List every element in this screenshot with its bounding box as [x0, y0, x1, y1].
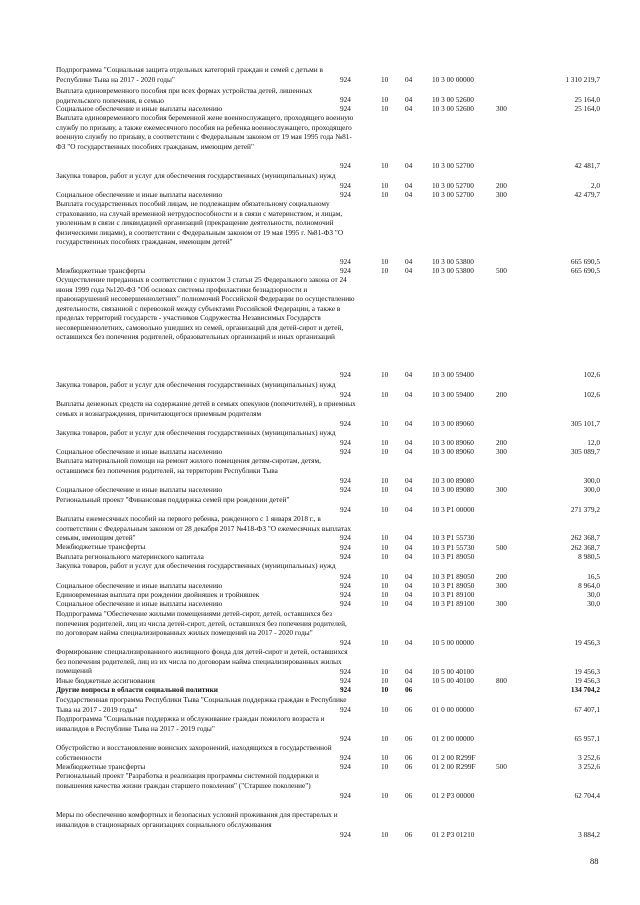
amount: 305 101,7: [570, 418, 600, 428]
section-code: 10: [381, 580, 389, 590]
table-row: [0, 762, 640, 771]
amount: 134 704,2: [570, 684, 600, 694]
target-article-code: 01 0 00 00000: [432, 704, 474, 714]
amount: 62 704,4: [574, 790, 600, 800]
target-article-code: 10 3 00 89080: [432, 484, 474, 494]
amount: 102,6: [583, 389, 600, 399]
table-row: [0, 171, 640, 190]
section-code: 10: [381, 475, 389, 485]
target-article-code: 10 3 00 52600: [432, 94, 474, 104]
target-article-code: 10 3 P1 55730: [432, 542, 475, 552]
amount: 271 379,2: [570, 504, 600, 514]
target-article-code: 10 3 00 59400: [432, 389, 474, 399]
row-name: Межбюджетные трансферты: [56, 762, 146, 771]
expense-type-code: 500: [496, 265, 507, 275]
table-row: [0, 647, 640, 676]
amount: 8 964,0: [578, 580, 600, 590]
row-name: Осуществление переданных в соответствии с пунктом 3 статьи 25 Федерального закона от 24 июня 1999 года №120-ФЗ "Об основах системы профилактики безнадзорности и правонарушений несовершеннолетних" полномочий Российской Федерации по осуществлению деятельности, связанной с перевозкой между субъектами Российской Федерации, а также в пределах территорий государств - участников Содружества Независимых Государств несовершеннолетних, самовольно ушедших из семей, организаций для детей-сирот и детей, оставшихся без попечения родителей, образовательных организаций и иных организаций: [56, 275, 355, 341]
ved-code: 924: [340, 369, 351, 379]
table-row: [0, 399, 640, 428]
section-code: 10: [381, 761, 389, 771]
target-article-code: 01 2 00 R299F: [432, 761, 476, 771]
table-row: [0, 771, 640, 800]
table-row: [0, 561, 640, 581]
row-name: Выплата материальной помощи на ремонт жилого помещения детям-сиротам, детям, оставшимся без попечения родителей, на территории Республики Тыва: [56, 456, 321, 475]
row-name: Меры по обеспечению комфортных и безопасных условий проживания для престарелых и инвалидов в стационарных организациях социального обслуживания: [56, 810, 338, 829]
table-row: [0, 552, 640, 561]
table-row: [0, 113, 640, 170]
subsection-code: 06: [405, 829, 413, 839]
row-name: Закупка товаров, работ и услуг для обеспечения государственных (муниципальных) нужд: [56, 428, 336, 437]
target-article-code: 01 2 P3 01210: [432, 829, 475, 839]
ved-code: 924: [340, 637, 351, 647]
row-name: Подпрограмма "Социальная защита отдельных категорий граждан и семей с детьми в Республике Тыва на 2017 - 2020 годы": [56, 65, 323, 84]
target-article-code: 10 3 00 00000: [432, 74, 474, 84]
table-row: [0, 447, 640, 456]
ved-code: 924: [340, 571, 351, 581]
section-code: 10: [381, 389, 389, 399]
row-name: Формирование специализированного жилищного фонда для детей-сирот и детей, оставшихся без попечения родителей, лиц из их числа по договорам найма специализированных жилых помещений: [56, 647, 348, 675]
table-row: [0, 380, 640, 399]
ved-code: 924: [340, 666, 351, 676]
ved-code: 924: [340, 418, 351, 428]
amount: 300,0: [583, 475, 600, 485]
ved-code: 924: [340, 74, 351, 84]
ved-code: 924: [340, 160, 351, 170]
amount: 25 164,0: [574, 94, 600, 104]
section-code: 10: [381, 752, 389, 762]
amount: 30,0: [587, 598, 600, 608]
subsection-code: 04: [405, 542, 413, 552]
expense-type-code: 300: [496, 484, 507, 494]
amount: 262 368,7: [570, 532, 600, 542]
subsection-code: 04: [405, 389, 413, 399]
expense-type-code: 800: [496, 675, 507, 685]
target-article-code: 01 2 00 R299F: [432, 752, 476, 762]
table-row: [0, 714, 640, 743]
table-row: [0, 190, 640, 199]
table-row: [0, 542, 640, 552]
section-code: 10: [381, 704, 389, 714]
amount: 30,0: [587, 589, 600, 599]
section-code: 10: [381, 74, 389, 84]
table-row: [0, 199, 640, 266]
subsection-code: 04: [405, 256, 413, 266]
row-name: Межбюджетные трансферты: [56, 542, 146, 551]
subsection-code: 04: [405, 265, 413, 275]
table-row: [0, 743, 640, 762]
amount: 262 368,7: [570, 542, 600, 552]
target-article-code: 10 5 00 00000: [432, 637, 474, 647]
target-article-code: 10 3 00 52600: [432, 103, 474, 113]
row-name: Государственная программа Республики Тыва "Социальная поддержка граждан в Республике Тыва на 2017 - 2019 годы": [56, 695, 347, 714]
target-article-code: 10 3 P1 89100: [432, 589, 475, 599]
table-row: [0, 485, 640, 494]
expense-type-code: 300: [496, 598, 507, 608]
ved-code: 924: [340, 684, 351, 694]
subsection-code: 04: [405, 504, 413, 514]
amount: 102,6: [583, 369, 600, 379]
row-name: Социальное обеспечение и иные выплаты населению: [56, 104, 223, 113]
subsection-code: 06: [405, 761, 413, 771]
table-row: [0, 609, 640, 647]
amount: 3 252,6: [578, 752, 600, 762]
subsection-code: 04: [405, 418, 413, 428]
table-row: [0, 514, 640, 542]
ved-code: 924: [340, 761, 351, 771]
row-name: Закупка товаров, работ и услуг для обеспечения государственных (муниципальных) нужд: [56, 561, 336, 570]
section-code: 10: [381, 666, 389, 676]
row-name: Подпрограмма "Обеспечение жилыми помещениями детей-сирот, детей, оставшихся без попечения родителей, лиц из числа детей-сирот, детей, оставшихся без попечения родителей, по договорам найма специализированных жилых помещений на 2017 - 2020 годы": [56, 609, 347, 637]
target-article-code: 10 3 00 53800: [432, 256, 474, 266]
subsection-code: 04: [405, 103, 413, 113]
expense-type-code: 200: [496, 571, 507, 581]
row-name: Выплата единовременного пособия беременной жене военнослужащего, проходящего военную службу по призыву, а также ежемесячного пособия на ребенка военнослужащего, проходящего военную службу по призыву, в соответствии с Федеральным законом от 19 мая 1995 года №81-ФЗ "О государственных пособиях гражданам, имеющим детей": [56, 113, 354, 151]
section-code: 10: [381, 189, 389, 199]
ved-code: 924: [340, 189, 351, 199]
section-code: 10: [381, 484, 389, 494]
row-name: Региональный проект "Финансовая поддержка семей при рождении детей": [56, 495, 290, 504]
row-name: Закупка товаров, работ и услуг для обеспечения государственных (муниципальных) нужд: [56, 171, 336, 180]
row-name: Выплата регионального материнского капитала: [56, 552, 204, 561]
row-name: Выплата государственных пособий лицам, не подлежащим обязательному социальному страхованию, на случай временной нетрудоспособности и в связи с материнством, и лицам, уволенным в связи с ликвидацией организаций (прекращение деятельности, полномочий физическими лицами), в соответствии с Федеральным законом от 19 мая 1995 г. №81-ФЗ "О государственных пособиях гражданам, имеющим детей": [56, 199, 344, 246]
subsection-code: 04: [405, 475, 413, 485]
amount: 16,5: [587, 571, 600, 581]
ved-code: 924: [340, 829, 351, 839]
target-article-code: 10 3 00 52700: [432, 189, 474, 199]
row-name: Выплата единовременного пособия при всех формах устройства детей, лишенных родительского попечения, в семью: [56, 86, 313, 105]
target-article-code: 10 5 00 40100: [432, 675, 474, 685]
table-row: [0, 599, 640, 608]
amount: 8 980,5: [578, 551, 600, 561]
target-article-code: 10 3 P1 89050: [432, 551, 475, 561]
ved-code: 924: [340, 484, 351, 494]
section-code: 10: [381, 94, 389, 104]
subsection-code: 04: [405, 571, 413, 581]
subsection-code: 04: [405, 160, 413, 170]
amount: 65 957,1: [574, 733, 600, 743]
row-name: Обустройство и восстановление воинских захоронений, находящихся в государственной собственности: [56, 743, 332, 762]
subsection-code: 04: [405, 437, 413, 447]
ved-code: 924: [340, 389, 351, 399]
page-number: 88: [590, 856, 599, 866]
table-row: [0, 266, 640, 275]
amount: 42 479,7: [574, 189, 600, 199]
subsection-code: 04: [405, 666, 413, 676]
row-name: Социальное обеспечение и иные выплаты населению: [56, 447, 223, 456]
target-article-code: 10 3 00 89060: [432, 446, 474, 456]
section-code: 10: [381, 684, 389, 694]
target-article-code: 10 3 00 89060: [432, 418, 474, 428]
ved-code: 924: [340, 265, 351, 275]
section-code: 10: [381, 542, 389, 552]
subsection-code: 06: [405, 733, 413, 743]
target-article-code: 10 3 00 59400: [432, 369, 474, 379]
target-article-code: 01 2 P3 00000: [432, 790, 475, 800]
target-article-code: 10 3 P1 89100: [432, 598, 475, 608]
expense-type-code: 300: [496, 103, 507, 113]
subsection-code: 04: [405, 580, 413, 590]
target-article-code: 10 3 P1 55730: [432, 532, 475, 542]
table-row: [0, 65, 640, 84]
ved-code: 924: [340, 580, 351, 590]
ved-code: 924: [340, 475, 351, 485]
expense-type-code: 500: [496, 761, 507, 771]
amount: 67 407,1: [574, 704, 600, 714]
subsection-code: 04: [405, 551, 413, 561]
amount: 305 089,7: [570, 446, 600, 456]
amount: 1 310 219,7: [565, 74, 600, 84]
section-code: 10: [381, 504, 389, 514]
section-code: 10: [381, 103, 389, 113]
ved-code: 924: [340, 704, 351, 714]
row-name: Межбюджетные трансферты: [56, 266, 146, 275]
section-code: 10: [381, 829, 389, 839]
row-name: Выплаты денежных средств на содержание детей в семьях опекунов (попечителей), в приемных семьях и вознаграждения, причитающегося приемным родителям: [56, 399, 356, 418]
subsection-code: 04: [405, 189, 413, 199]
ved-code: 924: [340, 733, 351, 743]
subsection-code: 04: [405, 446, 413, 456]
section-code: 10: [381, 733, 389, 743]
amount: 3 884,2: [578, 829, 600, 839]
row-name: Региональный проект "Разработка и реализация программы системной поддержки и повышения качества жизни граждан старшего поколения" ("Старшее поколение"): [56, 771, 319, 790]
ved-code: 924: [340, 180, 351, 190]
target-article-code: 10 3 00 53800: [432, 265, 474, 275]
row-name: Закупка товаров, работ и услуг для обеспечения государственных (муниципальных) нужд: [56, 380, 336, 389]
target-article-code: 10 5 00 40100: [432, 666, 474, 676]
row-name: Другие вопросы в области социальной политики: [56, 685, 218, 694]
ved-code: 924: [340, 103, 351, 113]
subsection-code: 04: [405, 532, 413, 542]
table-row: [0, 695, 640, 714]
table-row: [0, 86, 640, 104]
target-article-code: 10 3 00 89080: [432, 475, 474, 485]
section-code: 10: [381, 637, 389, 647]
ved-code: 924: [340, 752, 351, 762]
amount: 42 481,7: [574, 160, 600, 170]
subsection-code: 04: [405, 589, 413, 599]
target-article-code: 10 3 P1 00000: [432, 504, 475, 514]
subsection-code: 06: [405, 704, 413, 714]
target-article-code: 01 2 00 00000: [432, 733, 474, 743]
subsection-code: 04: [405, 675, 413, 685]
row-name: Социальное обеспечение и иные выплаты населению: [56, 581, 223, 590]
ved-code: 924: [340, 532, 351, 542]
row-name: Социальное обеспечение и иные выплаты населению: [56, 599, 223, 608]
table-row: [0, 428, 640, 447]
expense-type-code: 300: [496, 580, 507, 590]
row-name: Выплаты ежемесячных пособий на первого ребенка, рожденного с 1 января 2018 г., в соответствии с Федеральным законом от 28 декабря 2017 №418-ФЗ "О ежемесячных выплатах семьям, имеющим детей": [56, 514, 351, 542]
table-row: [0, 456, 640, 485]
section-code: 10: [381, 790, 389, 800]
expense-type-code: 300: [496, 189, 507, 199]
section-code: 10: [381, 256, 389, 266]
section-code: 10: [381, 675, 389, 685]
ved-code: 924: [340, 589, 351, 599]
subsection-code: 04: [405, 598, 413, 608]
section-code: 10: [381, 446, 389, 456]
row-name: Социальное обеспечение и иные выплаты населению: [56, 485, 223, 494]
amount: 2,0: [590, 180, 600, 190]
subsection-code: 06: [405, 684, 413, 694]
section-code: 10: [381, 437, 389, 447]
amount: 19 456,3: [574, 637, 600, 647]
ved-code: 924: [340, 790, 351, 800]
ved-code: 924: [340, 675, 351, 685]
section-code: 10: [381, 160, 389, 170]
row-name: Единовременная выплата при рождении двойняшек и тройняшек: [56, 590, 260, 599]
amount: 19 456,3: [574, 666, 600, 676]
target-article-code: 10 3 00 52700: [432, 160, 474, 170]
row-name: Иные бюджетные ассигнования: [56, 676, 155, 685]
table-row: [0, 495, 640, 514]
amount: 665 690,5: [570, 256, 600, 266]
amount: 3 252,6: [578, 761, 600, 771]
subsection-code: 04: [405, 180, 413, 190]
ved-code: 924: [340, 504, 351, 514]
table-row: [0, 275, 640, 379]
expense-type-code: 200: [496, 437, 507, 447]
section-code: 10: [381, 589, 389, 599]
ved-code: 924: [340, 256, 351, 266]
table-row: [0, 104, 640, 113]
section-code: 10: [381, 265, 389, 275]
section-code: 10: [381, 369, 389, 379]
table-row: [0, 685, 640, 694]
amount: 19 456,3: [574, 675, 600, 685]
target-article-code: 10 3 00 52700: [432, 180, 474, 190]
subsection-code: 04: [405, 369, 413, 379]
subsection-code: 04: [405, 94, 413, 104]
amount: 12,0: [587, 437, 600, 447]
section-code: 10: [381, 418, 389, 428]
amount: 300,0: [583, 484, 600, 494]
subsection-code: 04: [405, 74, 413, 84]
subsection-code: 06: [405, 752, 413, 762]
expense-type-code: 300: [496, 446, 507, 456]
ved-code: 924: [340, 542, 351, 552]
ved-code: 924: [340, 598, 351, 608]
expense-type-code: 200: [496, 180, 507, 190]
section-code: 10: [381, 571, 389, 581]
section-code: 10: [381, 551, 389, 561]
amount: 665 690,5: [570, 265, 600, 275]
ved-code: 924: [340, 437, 351, 447]
target-article-code: 10 3 00 89060: [432, 437, 474, 447]
ved-code: 924: [340, 446, 351, 456]
row-name: Социальное обеспечение и иные выплаты населению: [56, 190, 223, 199]
subsection-code: 04: [405, 637, 413, 647]
target-article-code: 10 3 P1 89050: [432, 580, 475, 590]
ved-code: 924: [340, 94, 351, 104]
expense-type-code: 200: [496, 389, 507, 399]
row-name: Подпрограмма "Социальная поддержка и обслуживание граждан пожилого возраста и инвалидов в Республике Тыва на 2017 - 2019 годы": [56, 714, 325, 733]
expense-type-code: 500: [496, 542, 507, 552]
amount: 25 164,0: [574, 103, 600, 113]
ved-code: 924: [340, 551, 351, 561]
section-code: 10: [381, 180, 389, 190]
subsection-code: 06: [405, 790, 413, 800]
table-row: [0, 810, 640, 839]
subsection-code: 04: [405, 484, 413, 494]
section-code: 10: [381, 532, 389, 542]
section-code: 10: [381, 598, 389, 608]
target-article-code: 10 3 P1 89050: [432, 571, 475, 581]
